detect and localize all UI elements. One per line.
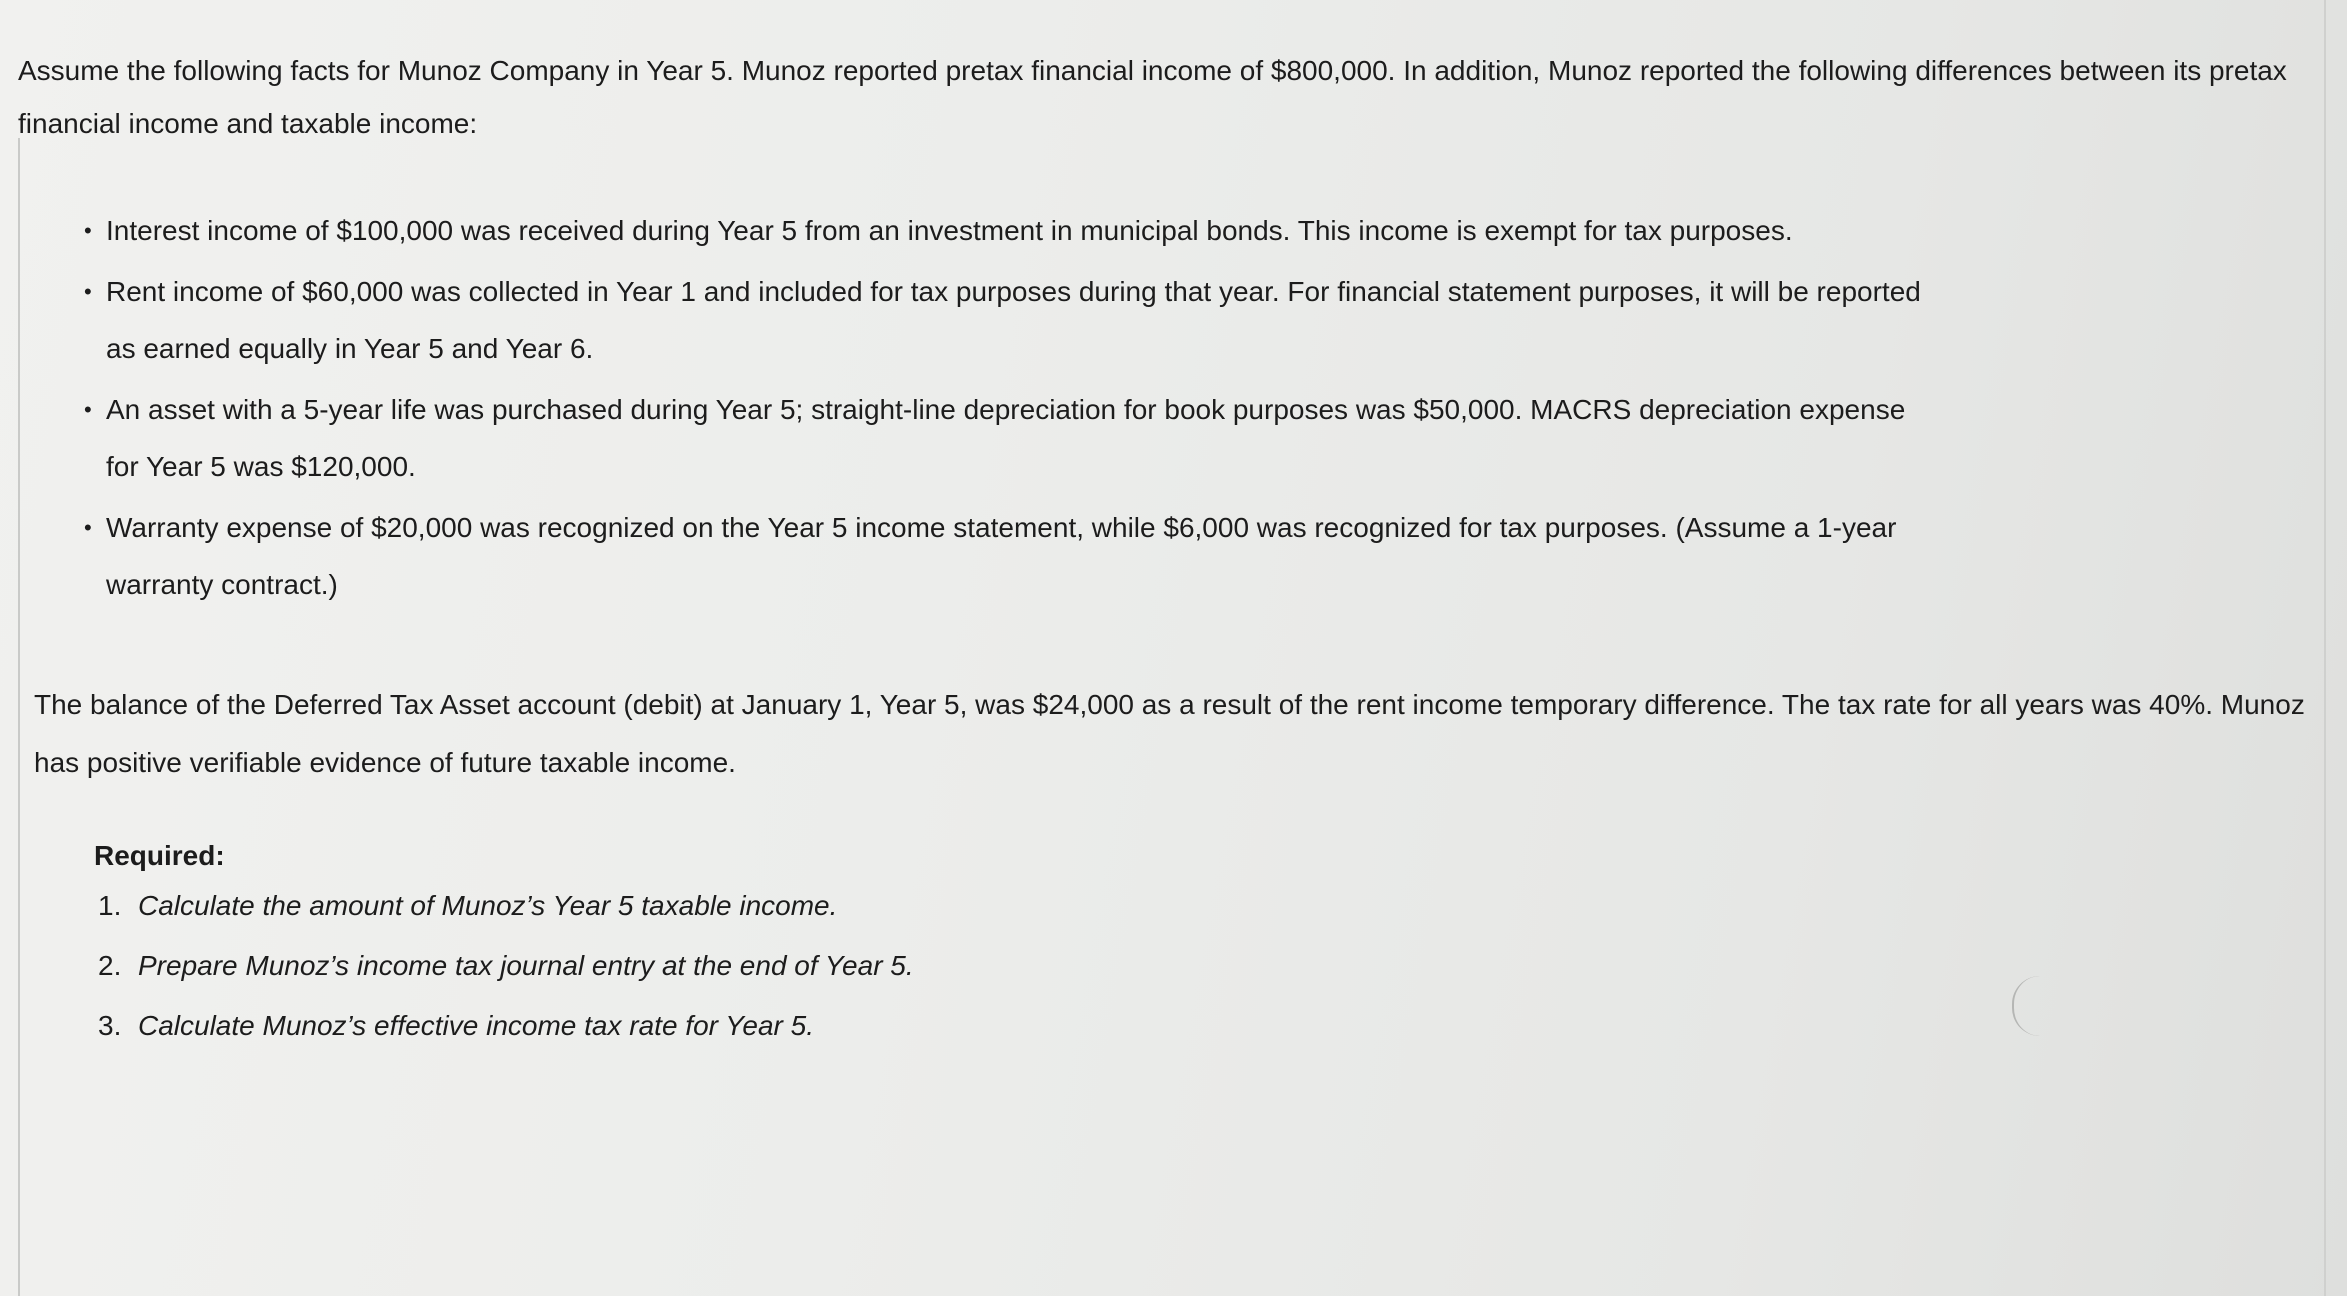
- list-item: [78, 202, 1958, 259]
- list-item-text: Interest income of $100,000 was received during Year 5 from an investment in municipal bonds. This income is exempt for tax purposes.: [106, 215, 1793, 246]
- required-item: [98, 946, 914, 986]
- list-item: [78, 381, 1936, 495]
- item-text: Calculate the amount of Munoz’s Year 5 taxable income.: [138, 890, 838, 921]
- required-list: [98, 886, 914, 1066]
- left-border: [18, 138, 20, 1296]
- list-item-text: Rent income of $60,000 was collected in Year 1 and included for tax purposes during that year. For financial statement purposes, it will be reported as earned equally in Year 5 and Year 6.: [106, 276, 1921, 364]
- list-item-text: An asset with a 5-year life was purchased during Year 5; straight-line depreciation for book purposes was $50,000. MACRS depreciation expense for Year 5 was $120,000.: [106, 394, 1906, 482]
- item-text: Calculate Munoz’s effective income tax rate for Year 5.: [138, 1010, 814, 1041]
- list-item-text: Warranty expense of $20,000 was recognized on the Year 5 income statement, while $6,000 was recognized for tax purposes. (Assume a 1-year warranty contract.): [106, 512, 1897, 600]
- list-item: [78, 499, 1996, 613]
- item-number: 1.: [98, 890, 122, 921]
- bullet-icon: •: [84, 279, 92, 304]
- bullet-icon: •: [84, 218, 92, 243]
- bullet-icon: •: [84, 397, 92, 422]
- intro-paragraph: Assume the following facts for Munoz Company in Year 5. Munoz reported pretax financial income of $800,000. In addition, Munoz reported the following differences between its pretax financial income and taxable income:: [18, 55, 2287, 139]
- item-number: 2.: [98, 950, 122, 981]
- differences-list: [78, 202, 1958, 617]
- required-item: [98, 886, 914, 926]
- required-heading: Required:: [94, 840, 225, 871]
- balance-paragraph: The balance of the Deferred Tax Asset account (debit) at January 1, Year 5, was $24,000 as a result of the rent income temporary difference. The tax rate for all years was 40%. Munoz has positive verifiable evidence of future taxable income.: [34, 689, 2305, 778]
- item-number: 3.: [98, 1010, 122, 1041]
- item-text: Prepare Munoz’s income tax journal entry at the end of Year 5.: [138, 950, 914, 981]
- bullet-icon: •: [84, 515, 92, 540]
- right-border: [2324, 0, 2326, 1296]
- pencil-mark: [2012, 976, 2040, 1036]
- required-item: [98, 1006, 914, 1046]
- list-item: [78, 263, 1936, 377]
